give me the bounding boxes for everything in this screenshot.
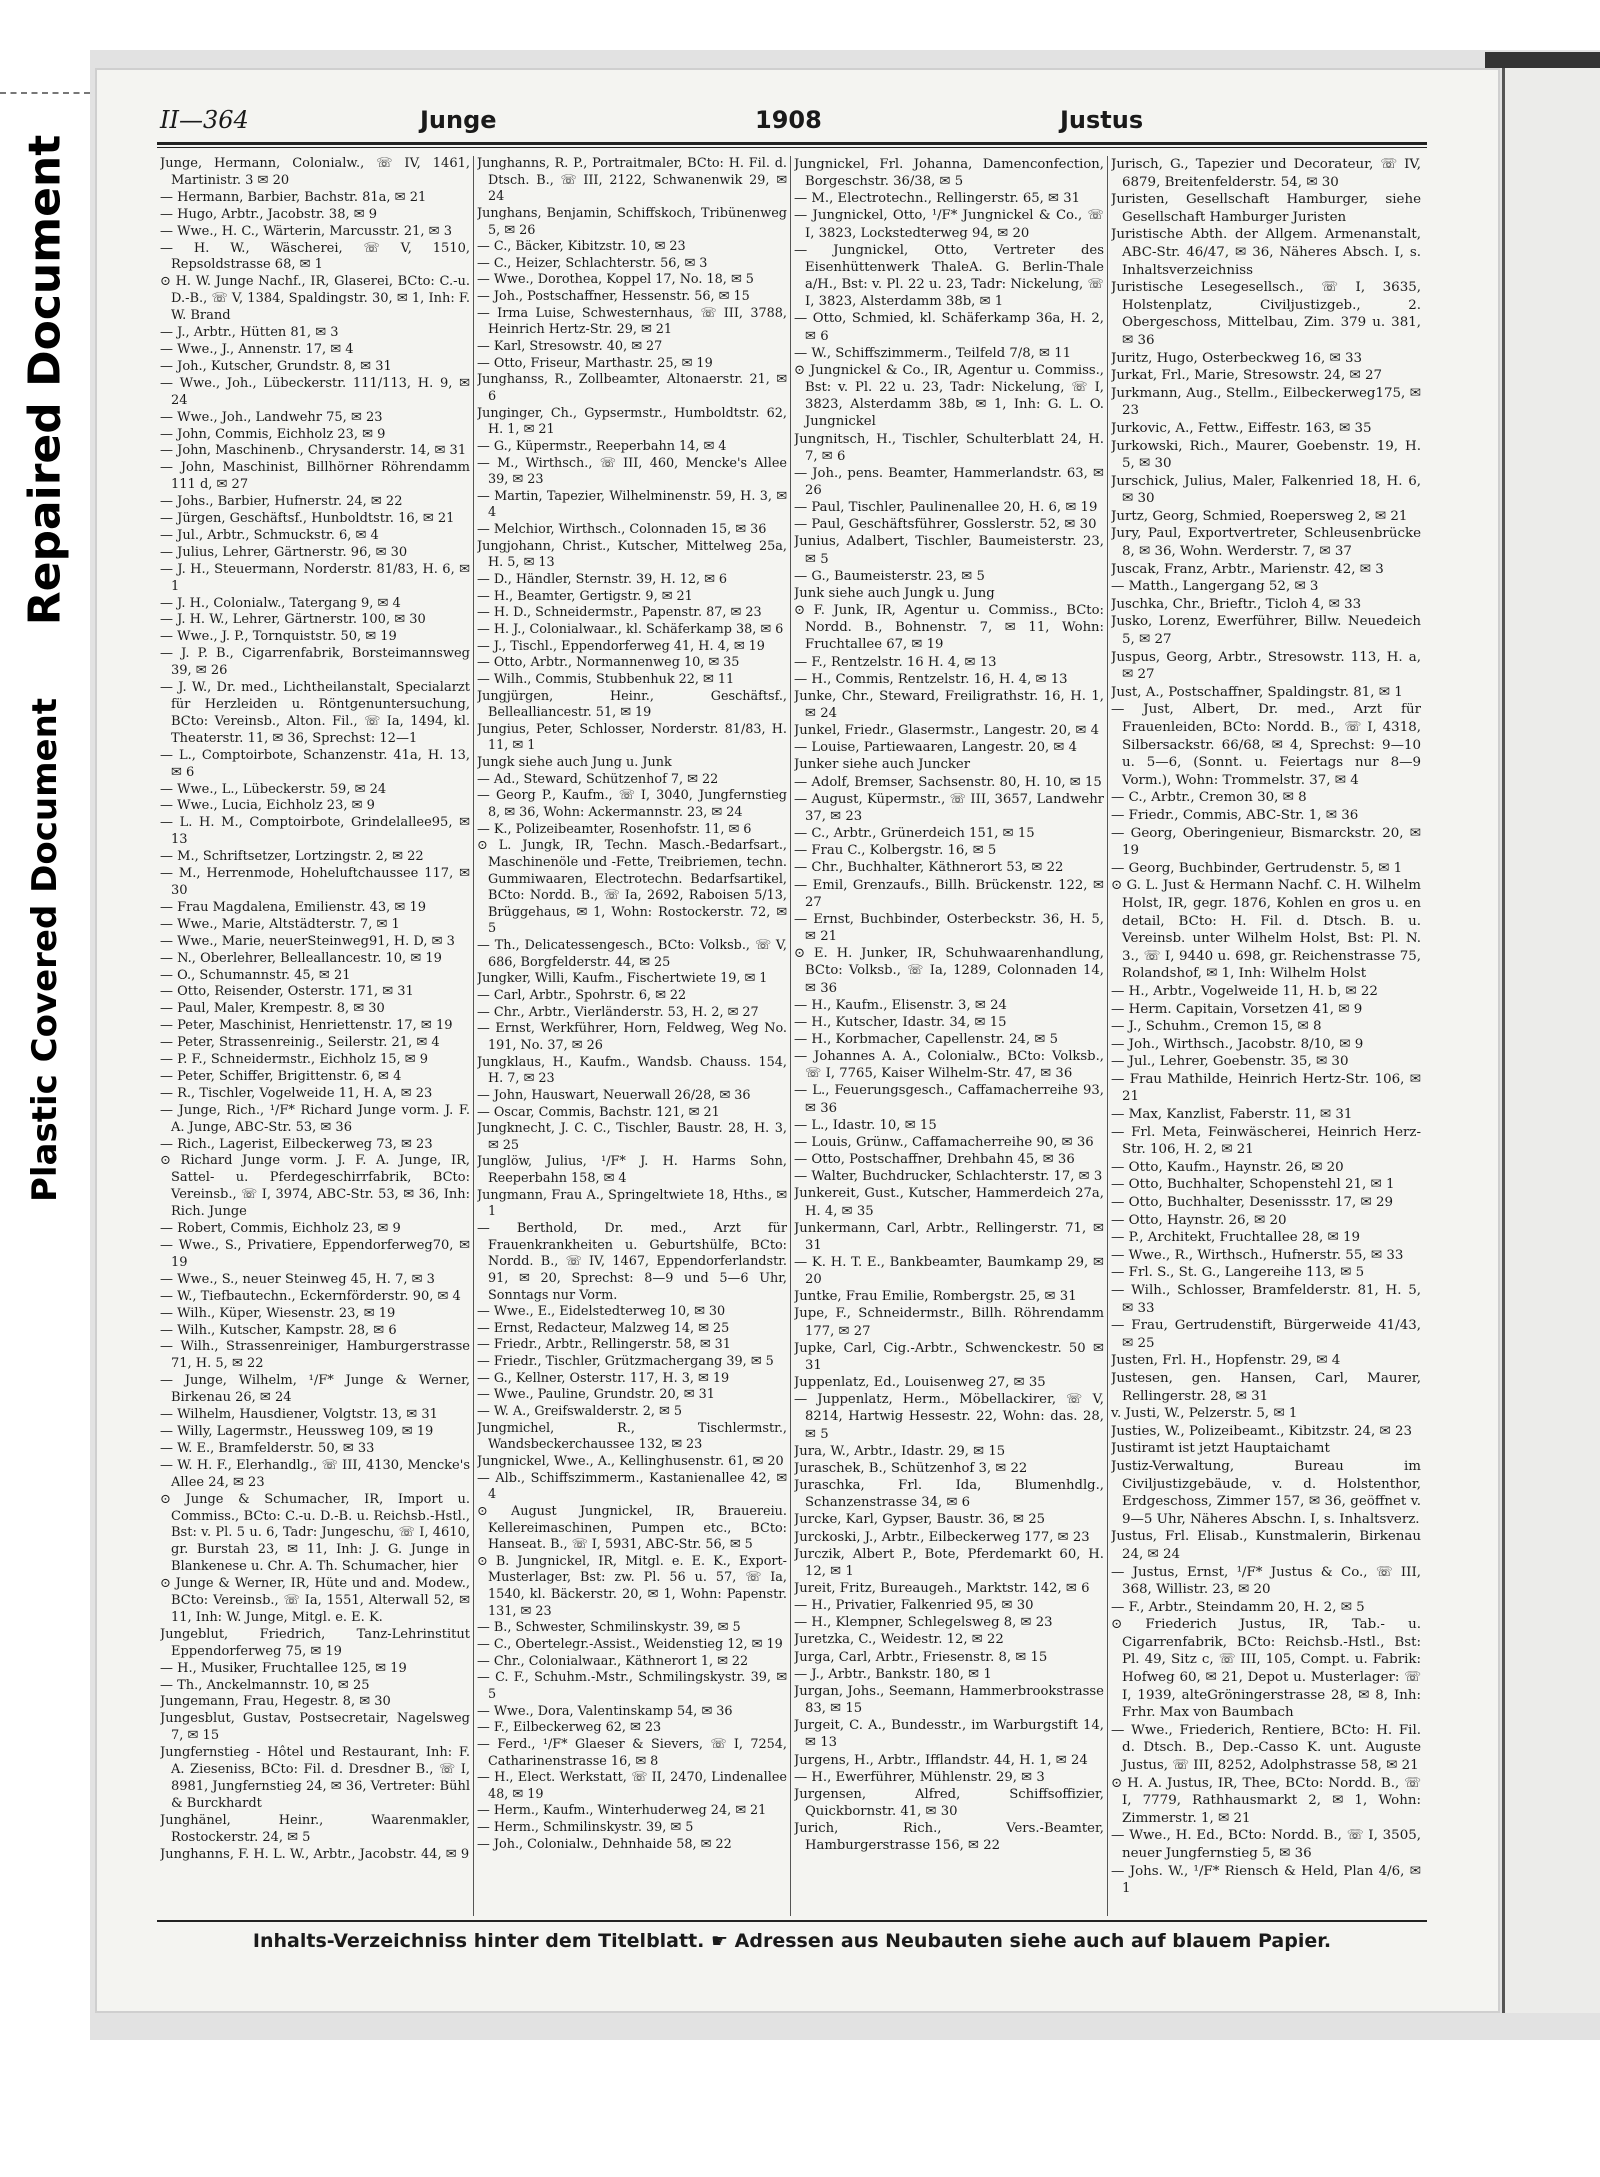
directory-column-2 [477, 156, 787, 1916]
directory-entry: — G., Baumeisterstr. 23, ✉ 5 [794, 568, 985, 584]
directory-entry: — Just, Albert, Dr. med., Arzt für Frauenleiden, BCto: Nordd. B., ☏ I, 4318, Silbersackstr. 66/68, ✉ 4, Sprechst: 9—10 u. 5—6, (Sonnt. u. Feiertags nur 8—9 Vorm.), Wohn: Trommelstr. 37, ✉ 4 [1111, 702, 1421, 788]
directory-entry: — Wilh., Schlosser, Bramfelderstr. 81, H. 5, ✉ 33 [1111, 1283, 1421, 1316]
directory-entry: — Louise, Partiewaaren, Langestr. 20, ✉ 4 [794, 740, 1077, 756]
directory-entry: — Wwe., Dorothea, Koppel 17, No. 18, ✉ 5 [477, 272, 754, 288]
directory-entry: — Paul, Geschäftsführer, Gosslerstr. 52, ✉ 30 [794, 517, 1097, 533]
directory-entry: Junghanns, F. H. L. W., Arbtr., Jacobstr. 44, ✉ 9 [160, 1846, 470, 1862]
directory-entry: — Karl, Stresowstr. 40, ✉ 27 [477, 339, 663, 355]
directory-entry: — C., Obertelegr.-Assist., Weidenstieg 12, ✉ 19 [477, 1637, 783, 1653]
directory-entry: Jungklaus, H., Kaufm., Wandsb. Chauss. 154, H. 7, ✉ 23 [477, 1054, 787, 1087]
directory-entry: Juristische Lesegesellsch., ☏ I, 3635, Holstenplatz, Civiljustizgeb., 2. Obergeschoss, Mittelbau, Zim. 379 u. 381, ✉ 36 [1111, 280, 1421, 348]
directory-entry: — Martin, Tapezier, Wilhelminenstr. 59, H. 3, ✉ 4 [477, 488, 787, 521]
directory-entry: Jurgan, Johs., Seemann, Hammerbrookstrasse 83, ✉ 15 [794, 1683, 1104, 1717]
directory-entry: Jungnickel, Wwe., A., Kellinghusenstr. 61, ✉ 20 [477, 1453, 784, 1469]
directory-entry: — H., Musiker, Fruchtallee 125, ✉ 19 [160, 1660, 407, 1676]
directory-entry: — C., Heizer, Schlachterstr. 56, ✉ 3 [477, 255, 708, 271]
directory-entry: Jupke, Carl, Cig.-Arbtr., Schwenckestr. 50 ✉ 31 [794, 1340, 1104, 1373]
directory-entry: — J. P. B., Cigarrenfabrik, Borsteimannsweg 39, ✉ 26 [160, 646, 470, 679]
directory-entry: — J. W., Dr. med., Lichtheilanstalt, Specialarzt für Herzleiden u. Röntgenuntersuchung, BCto: Vereinsb., Alton. Fil., ☏ Ia, 1494, kl. Theaterstr. 11, ✉ 36, Sprechst: 12—1 [160, 680, 470, 746]
directory-entry: — Frl. S., St. G., Langereihe 113, ✉ 5 [1111, 1265, 1365, 1281]
directory-entry: — O., Schumannstr. 45, ✉ 21 [160, 967, 351, 983]
directory-entry: Junglöw, Julius, ¹/F* J. H. Harms Sohn, Reeperbahn 158, ✉ 4 [477, 1154, 787, 1187]
directory-entry: — Louis, Grünw., Caffamacherreihe 90, ✉ 36 [794, 1134, 1094, 1150]
repaired-document-label: Repaired Document [19, 134, 71, 626]
directory-entry: — H. J., Colonialwaar., kl. Schäferkamp 38, ✉ 6 [477, 621, 784, 637]
directory-entry: — Herm., Schmilinskystr. 39, ✉ 5 [477, 1820, 694, 1836]
directory-entry: — J., Tischl., Eppendorferweg 41, H. 4, ✉ 19 [477, 638, 765, 654]
directory-entry: Justies, W., Polizeibeamt., Kibitzstr. 24, ✉ 23 [1111, 1423, 1413, 1439]
directory-entry: — Wwe., Joh., Landwehr 75, ✉ 23 [160, 409, 383, 425]
directory-entry: Jurgeit, C. A., Bundesstr., im Warburgstift 14, ✉ 13 [794, 1718, 1104, 1751]
directory-entry: Jurczik, Albert P., Bote, Pferdemarkt 60, H. 12, ✉ 1 [794, 1546, 1104, 1579]
directory-entry: — Wwe., Dora, Valentinskamp 54, ✉ 36 [477, 1703, 733, 1719]
directory-entry: — Irma Luise, Schwesternhaus, ☏ III, 3788, Heinrich Hertz-Str. 29, ✉ 21 [477, 305, 787, 338]
directory-entry: Jurkmann, Aug., Stellm., Eilbeckerweg175, ✉ 23 [1111, 385, 1421, 419]
directory-entry: — Jürgen, Geschäftsf., Hunboldtstr. 16, ✉ 21 [160, 511, 455, 527]
directory-entry: Junkel, Friedr., Glasermstr., Langestr. 20, ✉ 4 [794, 723, 1099, 739]
directory-entry: — Georg P., Kaufm., ☏ I, 3040, Jungfernstieg 8, ✉ 36, Wohn: Ackermannstr. 23, ✉ 24 [477, 788, 787, 820]
directory-entry: Junghans, Benjamin, Schiffskoch, Tribünenweg 5, ✉ 26 [477, 205, 787, 238]
directory-entry: — W. A., Greifswalderstr. 2, ✉ 5 [477, 1404, 682, 1420]
directory-entry: — John, Maschinenb., Chrysanderstr. 14, ✉ 31 [160, 443, 467, 459]
directory-entry: — John, Hauswart, Neuerwall 26/28, ✉ 36 [477, 1087, 751, 1103]
directory-entry: — C., Arbtr., Grünerdeich 151, ✉ 15 [794, 826, 1035, 842]
directory-entry: — F., Arbtr., Steindamm 20, H. 2, ✉ 5 [1111, 1599, 1365, 1615]
directory-entry: — Wwe., H. C., Wärterin, Marcusstr. 21, ✉ 3 [160, 223, 452, 239]
directory-entry: Jungknecht, J. C. C., Tischler, Baustr. 28, H. 3, ✉ 25 [477, 1121, 787, 1153]
directory-entry: — Wilh., Küper, Wiesenstr. 23, ✉ 19 [160, 1305, 396, 1321]
directory-entry: Jury, Paul, Exportvertreter, Schleusenbrücke 8, ✉ 36, Wohn. Werderstr. 7, ✉ 37 [1111, 526, 1421, 560]
directory-entry: — C. F., Schuhm.-Mstr., Schmilingskystr. 39, ✉ 5 [477, 1670, 787, 1702]
directory-entry: — Hugo, Arbtr., Jacobstr. 38, ✉ 9 [160, 206, 378, 222]
directory-entry: — M., Electrotechn., Rellingerstr. 65, ✉ 31 [794, 191, 1081, 207]
directory-entry: — Wwe., S., Privatiere, Eppendorferweg70, ✉ 19 [160, 1238, 470, 1270]
archive-label-strip [0, 0, 90, 2177]
column-divider [1107, 156, 1108, 1916]
directory-entry: — Joh., pens. Beamter, Hammerlandstr. 63, ✉ 26 [794, 465, 1104, 498]
directory-entry: — Wwe., R., Wirthsch., Hufnerstr. 55, ✉ 33 [1111, 1247, 1404, 1263]
cut-line [0, 92, 90, 94]
directory-entry: — Ernst, Redacteur, Malzweg 14, ✉ 25 [477, 1320, 730, 1336]
directory-entry: Justiramt ist jetzt Hauptaichamt [1111, 1441, 1330, 1457]
directory-entry: — H., Kutscher, Idastr. 34, ✉ 15 [794, 1014, 1007, 1030]
directory-entry: Justesen, gen. Hansen, Carl, Maurer, Rellingerstr. 28, ✉ 31 [1111, 1370, 1421, 1404]
directory-entry: — John, Commis, Eichholz 23, ✉ 9 [160, 426, 386, 442]
directory-entry: Jungius, Peter, Schlosser, Norderstr. 81/83, H. 11, ✉ 1 [477, 721, 787, 754]
directory-entry: ⊙ F. Junk, IR, Agentur u. Commiss., BCto: Nordd. B., Bohnenstr. 7, ✉ 11, Wohn: Fruchtallee 67, ✉ 19 [794, 603, 1104, 653]
directory-entry: — H., Klempner, Schlegelsweg 8, ✉ 23 [794, 1615, 1053, 1631]
directory-entry: — Otto, Reisender, Osterstr. 171, ✉ 31 [160, 984, 414, 1000]
directory-entry: — J. H., Colonialw., Tatergang 9, ✉ 4 [160, 595, 401, 611]
directory-entry: — L. H. M., Comptoirbote, Grindelallee95, ✉ 13 [160, 815, 470, 848]
directory-entry: — D., Händler, Sternstr. 39, H. 12, ✉ 6 [477, 572, 728, 588]
directory-entry: — B., Schwester, Schmilinskystr. 39, ✉ 5 [477, 1620, 741, 1636]
directory-entry: Jurgens, H., Arbtr., Ifflandstr. 44, H. 1, ✉ 24 [794, 1752, 1088, 1768]
directory-entry: — J., Arbtr., Bankstr. 180, ✉ 1 [794, 1666, 992, 1682]
directory-entry: — H., Korbmacher, Capellenstr. 24, ✉ 5 [794, 1031, 1058, 1047]
directory-entry: — Herm., Kaufm., Winterhuderweg 24, ✉ 21 [477, 1803, 767, 1819]
directory-entry: — Wwe., Joh., Lübeckerstr. 111/113, H. 9, ✉ 24 [160, 375, 470, 408]
directory-entry: ⊙ E. H. Junker, IR, Schuhwaarenhandlung, BCto: Volksb., ☏ Ia, 1289, Colonnaden 14, ✉ 36 [794, 946, 1104, 996]
directory-entry: Junk siehe auch Jungk u. Jung [794, 585, 995, 601]
directory-entry: — Joh., Kutscher, Grundstr. 8, ✉ 31 [160, 358, 392, 374]
directory-entry: — Ernst, Werkführer, Horn, Feldweg, Weg No. 191, No. 37, ✉ 26 [477, 1021, 787, 1053]
page-footer: Inhalts-Verzeichniss hinter dem Titelblatt. ☛ Adressen aus Neubauten siehe auch auf blauem Papier. [252, 1930, 1332, 1952]
directory-entry: ⊙ August Jungnickel, IR, Brauereiu. Kellereimaschinen, Pumpen etc., BCto: Hanseat. B., ☏ I, 5931, ABC-Str. 56, ✉ 5 [477, 1503, 787, 1553]
directory-entry: — Rich., Lagerist, Eilbeckerweg 73, ✉ 23 [160, 1136, 433, 1152]
directory-entry: Jungesblut, Gustav, Postsecretair, Nagelsweg 7, ✉ 15 [160, 1711, 470, 1744]
directory-entry: — Th., Delicatessengesch., BCto: Volksb., ☏ V, 686, Borgfelderstr. 44, ✉ 25 [477, 938, 787, 970]
directory-entry: — H., Privatier, Falkenried 95, ✉ 30 [794, 1598, 1034, 1614]
binding-bar [1485, 52, 1600, 68]
directory-entry: Just, A., Postschaffner, Spaldingstr. 81, ✉ 1 [1111, 684, 1403, 700]
directory-entry: Junker siehe auch Juncker [794, 757, 971, 773]
directory-entry: Jura, W., Arbtr., Idastr. 29, ✉ 15 [794, 1443, 1006, 1459]
directory-entry: — Friedr., Commis, ABC-Str. 1, ✉ 36 [1111, 807, 1359, 823]
directory-page [95, 68, 1500, 2013]
directory-entry: Jurschick, Julius, Maler, Falkenried 18, H. 6, ✉ 30 [1111, 473, 1421, 507]
directory-entry: — Paul, Tischler, Paulinenallee 20, H. 6, ✉ 19 [794, 500, 1098, 516]
directory-entry: — Wwe., Friederich, Rentiere, BCto: H. Fil. d. Dtsch. B., Dep.-Casso K. unt. Auguste Justus, ☏ III, 8252, Adolphstrasse 58, ✉ 21 [1111, 1722, 1421, 1774]
directory-entry: — Adolf, Bremser, Sachsenstr. 80, H. 10, ✉ 15 [794, 774, 1102, 790]
directory-entry: — W., Tiefbautechn., Eckernförderstr. 90, ✉ 4 [160, 1288, 461, 1304]
directory-entry: Jungjürgen, Heinr., Geschäftsf., Bellealliancestr. 51, ✉ 19 [477, 688, 787, 721]
directory-entry: — Hermann, Barbier, Bachstr. 81a, ✉ 21 [160, 189, 427, 205]
directory-entry: — Frau C., Kolbergstr. 16, ✉ 5 [794, 843, 997, 859]
directory-entry: — Ferd., ¹/F* Glaeser & Sievers, ☏ I, 7254, Catharinenstrasse 16, ✉ 8 [477, 1736, 787, 1769]
header-rule [157, 142, 1427, 145]
directory-entry: Jungker, Willi, Kaufm., Fischertwiete 19, ✉ 1 [477, 971, 768, 987]
directory-entry: — Jungnickel, Otto, ¹/F* Jungnickel & Co., ☏ I, 3823, Lockstedterweg 94, ✉ 20 [794, 208, 1104, 241]
directory-entry: — Wwe., H. Ed., BCto: Nordd. B., ☏ I, 3505, neuer Jungfernstieg 5, ✉ 36 [1111, 1828, 1421, 1861]
directory-entry: Juritz, Hugo, Osterbeckweg 16, ✉ 33 [1111, 350, 1363, 366]
directory-entry: Junghanns, R. P., Portraitmaler, BCto: H. Fil. d. Dtsch. B., ☏ III, 2122, Schwanenwik 29, ✉ 24 [477, 156, 787, 205]
directory-entry: — Berthold, Dr. med., Arzt für Frauenkrankheiten u. Geburtshülfe, BCto: Nordd. B., ☏ IV, 1467, Eppendorferlandstr. 91, ✉ 20, Sprechst: 8—9 und 5—6 Uhr, Sonntags nur Vorm. [477, 1221, 787, 1303]
directory-entry: Jurich, Rich., Vers.-Beamter, Hamburgerstrasse 156, ✉ 22 [794, 1821, 1104, 1854]
header-year: 1908 [755, 106, 822, 134]
directory-entry: — Johs. W., ¹/F* Riensch & Held, Plan 4/6, ✉ 1 [1111, 1863, 1421, 1897]
directory-entry: ⊙ H. A. Justus, IR, Thee, BCto: Nordd. B., ☏ I, 7779, Rathhausmarkt 2, ✉ 1, Wohn: Zimmerstr. 1, ✉ 21 [1111, 1775, 1421, 1826]
directory-entry: — Peter, Strassenreinig., Seilerstr. 21, ✉ 4 [160, 1035, 440, 1051]
directory-entry: Juppenlatz, Ed., Louisenweg 27, ✉ 35 [794, 1375, 1046, 1391]
directory-entry: — August, Küpermstr., ☏ III, 3657, Landwehr 37, ✉ 23 [794, 791, 1104, 824]
directory-entry: — H., Arbtr., Vogelweide 11, H. b, ✉ 22 [1111, 983, 1378, 999]
directory-entry: — N., Oberlehrer, Belleallancestr. 10, ✉ 19 [160, 950, 442, 966]
directory-entry: Jungfernstieg - Hôtel und Restaurant, Inh: F. A. Zieseniss, BCto: Fil. d. Dresdner B., ☏ I, 8981, Jungfernstieg 24, ✉ 36, Vertreter: Bühl & Burckhardt [160, 1745, 470, 1811]
directory-entry: Jungjohann, Christ., Kutscher, Mittelweg 25a, H. 5, ✉ 13 [477, 538, 787, 571]
directory-entry: Jurgensen, Alfred, Schiffsoffizier, Quickbornstr. 41, ✉ 30 [794, 1786, 1104, 1819]
directory-entry: Juraschka, Frl. Ida, Blumenhdlg., Schanzenstrasse 34, ✉ 6 [794, 1478, 1104, 1511]
directory-entry: — L., Comptoirbote, Schanzenstr. 41a, H. 13, ✉ 6 [160, 747, 470, 780]
directory-entry: — K. H. T. E., Bankbeamter, Baumkamp 29, ✉ 20 [794, 1255, 1104, 1288]
directory-entry: — L., Idastr. 10, ✉ 15 [794, 1117, 937, 1133]
directory-entry: — G., Kellner, Osterstr. 117, H. 3, ✉ 19 [477, 1370, 730, 1386]
directory-entry: — Emil, Grenzaufs., Billh. Brückenstr. 122, ✉ 27 [794, 877, 1104, 910]
header-last-entry: Justus [1060, 106, 1144, 134]
directory-entry: — Otto, Schmied, kl. Schäferkamp 36a, H. 2, ✉ 6 [794, 311, 1104, 344]
directory-entry: — Georg, Oberingenieur, Bismarckstr. 20, ✉ 19 [1111, 825, 1421, 859]
directory-entry: Jusko, Lorenz, Ewerführer, Billw. Neuedeich 5, ✉ 27 [1111, 614, 1421, 648]
directory-entry: — J. H., Steuermann, Norderstr. 81/83, H. 6, ✉ 1 [160, 561, 470, 594]
directory-entry: — Joh., Postschaffner, Hessenstr. 56, ✉ 15 [477, 289, 750, 305]
directory-entry: Juscak, Franz, Arbtr., Marienstr. 42, ✉ 3 [1111, 561, 1384, 577]
directory-entry: — Walter, Buchdrucker, Schlachterstr. 17, ✉ 3 [794, 1169, 1103, 1185]
directory-entry: — Frl. Meta, Feinwäscherei, Heinrich Herz-Str. 106, H. 2, ✉ 21 [1111, 1124, 1421, 1158]
directory-entry: — Otto, Haynstr. 26, ✉ 20 [1111, 1212, 1287, 1228]
directory-entry: — C., Arbtr., Cremon 30, ✉ 8 [1111, 790, 1307, 806]
directory-entry: Junghanss, R., Zollbeamter, Altonaerstr. 21, ✉ 6 [477, 372, 787, 404]
directory-entry: — Justus, Ernst, ¹/F* Justus & Co., ☏ III, 368, Willistr. 23, ✉ 20 [1111, 1564, 1421, 1598]
directory-column-1 [160, 156, 470, 1916]
directory-entry: ⊙ G. L. Just & Hermann Nachf. C. H. Wilhelm Holst, IR, gegr. 1876, Kohlen en gros u. en detail, BCto: H. Fil. d. Dtsch. B. u. Vereinsb. unter Wilhelm Holst, Bst: Pl. N. 3., ☏ I, 9440 u. 698, gr. Reichenstrasse 75, Rolandshof, ✉ 1, Inh: Wilhelm Holst [1111, 878, 1421, 982]
directory-entry: — Joh., Wirthsch., Jacobstr. 8/10, ✉ 9 [1111, 1036, 1364, 1052]
directory-entry: — K., Polizeibeamter, Rosenhofstr. 11, ✉ 6 [477, 821, 752, 837]
directory-entry: Juretzka, C., Weidestr. 12, ✉ 22 [794, 1632, 1004, 1648]
directory-entry: Jurtz, Georg, Schmied, Roepersweg 2, ✉ 21 [1111, 508, 1408, 524]
directory-entry: — Friedr., Arbtr., Rellingerstr. 58, ✉ 31 [477, 1337, 731, 1353]
directory-entry: — Otto, Friseur, Marthastr. 25, ✉ 19 [477, 355, 713, 371]
directory-entry: Justiz-Verwaltung, Bureau im Civiljustizgebäude, v. d. Holstenthor, Erdgeschoss, Zimmer 157, ✉ 36, geöffnet v. 9—5 Uhr, Näheres Abschn. I, s. Inhaltsverz. [1111, 1458, 1421, 1527]
directory-entry: Juntke, Frau Emilie, Rombergstr. 25, ✉ 31 [794, 1289, 1077, 1305]
directory-entry: Junius, Adalbert, Tischler, Baumeisterstr. 23, ✉ 5 [794, 534, 1104, 567]
directory-entry: — John, Maschinist, Billhörner Röhrendamm 111 d, ✉ 27 [160, 460, 470, 493]
directory-entry: — P., Architekt, Fruchtallee 28, ✉ 19 [1111, 1230, 1361, 1246]
directory-entry: — Johs., Barbier, Hufnerstr. 24, ✉ 22 [160, 494, 403, 510]
directory-entry: — Wwe., J. P., Tornquiststr. 50, ✉ 19 [160, 629, 397, 645]
directory-entry: — Herm. Capitain, Vorsetzen 41, ✉ 9 [1111, 1001, 1363, 1017]
directory-entry: — Junge, Rich., ¹/F* Richard Junge vorm. J. F. A. Junge, ABC-Str. 53, ✉ 36 [160, 1102, 470, 1135]
directory-entry: Juristische Abth. der Allgem. Armenanstalt, ABC-Str. 46/47, ✉ 36, Näheres Absch. I, s. Inhaltsverzeichniss [1111, 227, 1421, 278]
directory-entry: — Wilh., Commis, Stubbenhuk 22, ✉ 11 [477, 671, 735, 687]
directory-entry: — R., Tischler, Vogelweide 11, H. A, ✉ 23 [160, 1085, 433, 1101]
directory-entry: — Wilhelm, Hausdiener, Volgtstr. 13, ✉ 31 [160, 1407, 438, 1423]
directory-entry: — Otto, Kaufm., Haynstr. 26, ✉ 20 [1111, 1159, 1344, 1175]
footer-rule [157, 1920, 1427, 1922]
directory-entry: Jurckoski, J., Arbtr., Eilbeckerweg 177, ✉ 23 [794, 1529, 1090, 1545]
directory-entry: — Jungnickel, Otto, Vertreter des Eisenhüttenwerk ThaleA. G. Berlin-Thale a/H., Bst: v. Pl. 22 u. 23, Tadr: Nickelung, ☏ I, 3823, Alsterdamm 38b, ✉ 1 [794, 242, 1104, 310]
directory-entry: — W. H. F., Elerhandlg., ☏ III, 4130, Mencke's Allee 24, ✉ 23 [160, 1457, 470, 1490]
directory-entry: — Georg, Buchbinder, Gertrudenstr. 5, ✉ 1 [1111, 860, 1403, 876]
directory-entry: Jungmann, Frau A., Springeltwiete 18, Hths., ✉ 1 [477, 1187, 787, 1220]
directory-entry: Jungnitsch, H., Tischler, Schulterblatt 24, H. 7, ✉ 6 [794, 431, 1104, 464]
directory-entry: Juraschek, B., Schützenhof 3, ✉ 22 [794, 1460, 1028, 1476]
directory-entry: — Chr., Buchhalter, Käthnerort 53, ✉ 22 [794, 860, 1064, 876]
directory-entry: Jungk siehe auch Jung u. Junk [477, 755, 672, 771]
directory-entry: Jungnickel, Frl. Johanna, Damenconfection, Borgeschstr. 36/38, ✉ 5 [794, 157, 1104, 190]
directory-entry: — M., Herrenmode, Hoheluftchaussee 117, ✉ 30 [160, 866, 470, 898]
directory-entry: Junghänel, Heinr., Waarenmakler, Rostockerstr. 24, ✉ 5 [160, 1812, 470, 1845]
directory-entry: Jungemann, Frau, Hegestr. 8, ✉ 30 [160, 1694, 391, 1710]
directory-entry: — L., Feuerungsgesch., Caffamacherreihe 93, ✉ 36 [794, 1083, 1104, 1116]
directory-entry: — Peter, Schiffer, Brigittenstr. 6, ✉ 4 [160, 1068, 402, 1084]
directory-entry: — J., Arbtr., Hütten 81, ✉ 3 [160, 325, 339, 341]
directory-entry: — H., Kaufm., Elisenstr. 3, ✉ 24 [794, 997, 1007, 1013]
directory-entry: — Carl, Arbtr., Spohrstr. 6, ✉ 22 [477, 988, 687, 1004]
directory-entry: — Joh., Colonialw., Dehnhaide 58, ✉ 22 [477, 1836, 732, 1852]
directory-entry: Jungmichel, R., Tischlermstr., Wandsbeckerchaussee 132, ✉ 23 [477, 1420, 787, 1453]
directory-entry: — Robert, Commis, Eichholz 23, ✉ 9 [160, 1221, 401, 1237]
directory-entry: — Otto, Buchhalter, Desenissstr. 17, ✉ 29 [1111, 1195, 1394, 1211]
directory-entry: — F., Rentzelstr. 16 H. 4, ✉ 13 [794, 654, 997, 670]
directory-entry: Juristen, Gesellschaft Hamburger, siehe Gesellschaft Hamburger Juristen [1111, 192, 1421, 225]
directory-entry: Junginger, Ch., Gypsermstr., Humboldtstr. 62, H. 1, ✉ 21 [477, 405, 787, 438]
directory-entry: ⊙ Friederich Justus, IR, Tab.- u. Cigarrenfabrik, BCto: Reichsb.-Hstl., Bst: Pl. 49, Sitz c, ☏ III, 105, Compt. u. Fabrik: Hofweg 60, ✉ 21, Depot u. Musterlager: ☏ I, 1939, alteGröningerstrasse 28, ✉ 8, Inh: Frhr. Max von Baumbach [1111, 1617, 1421, 1721]
directory-column-4 [1111, 156, 1421, 1916]
directory-entry: ⊙ Junge & Schumacher, IR, Import u. Commiss., BCto: C.-u. D.-B. u. Reichsb.-Hstl., Bst: v. Pl. 5 u. 6, Tadr: Jungeschu, ☏ I, 4610, gr. Burstah 23, ✉ 11, Inh: J. G. Junge in Blankenese u. Chr. A. Th. Schumacher, hier [160, 1491, 470, 1575]
directory-entry: — Willy, Lagermstr., Heussweg 109, ✉ 19 [160, 1423, 434, 1439]
directory-entry: Jureit, Fritz, Bureaugeh., Marktstr. 142, ✉ 6 [794, 1580, 1090, 1596]
directory-column-3 [794, 156, 1104, 1916]
directory-entry: — Melchior, Wirthsch., Colonnaden 15, ✉ 36 [477, 522, 767, 538]
directory-entry: — Max, Kanzlist, Faberstr. 11, ✉ 31 [1111, 1107, 1353, 1123]
directory-entry: — M., Schriftsetzer, Lortzingstr. 2, ✉ 22 [160, 849, 424, 865]
directory-entry: — Chr., Arbtr., Vierländerstr. 53, H. 2, ✉ 27 [477, 1004, 759, 1020]
directory-entry: — Juppenlatz, Herm., Möbellackirer, ☏ V, 8214, Hartwig Hessestr. 22, Wohn: das. 28, ✉ 5 [794, 1392, 1104, 1442]
page-header [160, 106, 1420, 140]
directory-entry: Junge, Hermann, Colonialw., ☏ IV, 1461, Martinistr. 3 ✉ 20 [160, 156, 470, 188]
directory-entry: — J., Schuhm., Cremon 15, ✉ 8 [1111, 1019, 1322, 1035]
header-rule-thin [157, 147, 1427, 148]
directory-entry: — H., Ewerführer, Mühlenstr. 29, ✉ 3 [794, 1769, 1045, 1785]
directory-entry: — J. H. W., Lehrer, Gärtnerstr. 100, ✉ 30 [160, 612, 426, 628]
directory-entry: Jurga, Carl, Arbtr., Friesenstr. 8, ✉ 15 [794, 1649, 1048, 1665]
directory-entry: — Wwe., Marie, Altstädterstr. 7, ✉ 1 [160, 916, 400, 932]
directory-entry: — Otto, Postschaffner, Drehbahn 45, ✉ 36 [794, 1152, 1075, 1168]
directory-entry: — P. F., Schneidermstr., Eichholz 15, ✉ 9 [160, 1052, 429, 1068]
directory-entry: — Otto, Arbtr., Normannenweg 10, ✉ 35 [477, 655, 740, 671]
directory-entry: — H., Elect. Werkstatt, ☏ II, 2470, Lindenallee 48, ✉ 19 [477, 1770, 787, 1802]
directory-entry: — Paul, Maler, Krempestr. 8, ✉ 30 [160, 1001, 385, 1017]
directory-entry: ⊙ H. W. Junge Nachf., IR, Glaserei, BCto: C.-u. D.-B., ☏ V, 1384, Spaldingstr. 30, ✉ 1, Inh: F. W. Brand [160, 274, 470, 324]
directory-entry: ⊙ Jungnickel & Co., IR, Agentur u. Commiss., Bst: v. Pl. 22 u. 23, Tadr: Nickelung, ☏ I, 3823, Alsterdamm 38b, ✉ 1, Inh: G. L. O. Jungnickel [794, 362, 1104, 430]
directory-entry: Juspus, Georg, Arbtr., Stresowstr. 113, H. a, ✉ 27 [1111, 649, 1421, 683]
directory-entry: — Wwe., E., Eidelstedterweg 10, ✉ 30 [477, 1304, 726, 1320]
page-number: II—364 [160, 106, 249, 134]
directory-entry: — G., Küpermstr., Reeperbahn 14, ✉ 4 [477, 438, 727, 454]
directory-entry: — Johannes A. A., Colonialw., BCto: Volksb., ☏ I, 7765, Kaiser Wilhelm-Str. 47, ✉ 36 [794, 1049, 1104, 1082]
directory-entry: — M., Wirthsch., ☏ III, 460, Mencke's Allee 39, ✉ 23 [477, 455, 787, 488]
directory-entry: Junkermann, Carl, Arbtr., Rellingerstr. 71, ✉ 31 [794, 1220, 1104, 1253]
directory-entry: Junke, Chr., Steward, Freiligrathstr. 16, H. 1, ✉ 24 [794, 688, 1104, 721]
column-divider [473, 156, 474, 1916]
directory-entry: — Otto, Buchhalter, Schopenstehl 21, ✉ 1 [1111, 1177, 1395, 1193]
directory-entry: — Alb., Schiffszimmerm., Kastanienallee 42, ✉ 4 [477, 1470, 787, 1503]
directory-entry: — H., Beamter, Gertigstr. 9, ✉ 21 [477, 588, 693, 604]
directory-entry: ⊙ Junge & Werner, IR, Hüte und and. Modew., BCto: Vereinsb., ☏ Ia, 1551, Alterwall 52, ✉ 11, Inh: W. Junge, Mitgl. e. E. K. [160, 1576, 470, 1625]
directory-entry: — Wwe., S., neuer Steinweg 45, H. 7, ✉ 3 [160, 1271, 435, 1287]
directory-entry: Junkereit, Gust., Kutscher, Hammerdeich 27a, H. 4, ✉ 35 [794, 1186, 1104, 1219]
directory-entry: — Friedr., Tischler, Grützmachergang 39, ✉ 5 [477, 1354, 774, 1370]
directory-entry: — Wilh., Strassenreiniger, Hamburgerstrasse 71, H. 5, ✉ 22 [160, 1339, 470, 1372]
directory-entry: ⊙ L. Jungk, IR, Techn. Masch.-Bedarfsart., Maschinenöle und -Fette, Treibriemen, techn. Gummiwaaren, Electrotechn. Bedarfsartikel, BCto: Nordd. B., ☏ Ia, 2692, Raboisen 5/13, Brüggehaus, ✉ 1, Wohn: Rostockerstr. 72, ✉ 5 [477, 838, 787, 937]
directory-entry: Jurkovic, A., Fettw., Eiffestr. 163, ✉ 35 [1111, 420, 1372, 436]
directory-entry: — Wwe., Marie, neuerSteinweg91, H. D, ✉ 3 [160, 933, 455, 949]
directory-entry: — Oscar, Commis, Bachstr. 121, ✉ 21 [477, 1104, 720, 1120]
directory-entry: — Wwe., Lucia, Eichholz 23, ✉ 9 [160, 798, 375, 814]
directory-entry: — Wwe., L., Lübeckerstr. 59, ✉ 24 [160, 781, 387, 797]
directory-entry: ⊙ Richard Junge vorm. J. F. A. Junge, IR, Sattel- u. Pferdegeschirrfabrik, BCto: Vereinsb., ☏ I, 3974, ABC-Str. 53, ✉ 36, Inh: Rich. Junge [160, 1153, 470, 1220]
directory-entry: — W., Schiffszimmerm., Teilfeld 7/8, ✉ 11 [794, 345, 1072, 361]
header-first-entry: Junge [420, 106, 497, 134]
directory-entry: Justen, Frl. H., Hopfenstr. 29, ✉ 4 [1111, 1353, 1341, 1369]
directory-entry: — Wwe., Pauline, Grundstr. 20, ✉ 31 [477, 1387, 715, 1403]
directory-entry: — Th., Anckelmannstr. 10, ✉ 25 [160, 1677, 370, 1693]
directory-entry: Jurkowski, Rich., Maurer, Goebenstr. 19, H. 5, ✉ 30 [1111, 438, 1421, 472]
directory-entry: — Wwe., J., Annenstr. 17, ✉ 4 [160, 341, 354, 357]
directory-entry: — H. W., Wäscherei, ☏ V, 1510, Repsoldstrasse 68, ✉ 1 [160, 240, 470, 273]
directory-entry: — Frau Magdalena, Emilienstr. 43, ✉ 19 [160, 899, 426, 915]
directory-entry: — Frau, Gertrudenstift, Bürgerweide 41/43, ✉ 25 [1111, 1318, 1421, 1351]
directory-entry: — Ad., Steward, Schützenhof 7, ✉ 22 [477, 771, 719, 787]
directory-entry: — Wilh., Kutscher, Kampstr. 28, ✉ 6 [160, 1322, 397, 1338]
directory-entry: — Frau Mathilde, Heinrich Hertz-Str. 106, ✉ 21 [1111, 1071, 1421, 1105]
directory-entry: — Matth., Langergang 52, ✉ 3 [1111, 579, 1319, 595]
directory-entry: Justus, Frl. Elisab., Kunstmalerin, Birkenau 24, ✉ 24 [1111, 1529, 1421, 1562]
directory-entry: — C., Bäcker, Kibitzstr. 10, ✉ 23 [477, 239, 686, 255]
directory-entry: — H. D., Schneidermstr., Papenstr. 87, ✉ 23 [477, 605, 762, 621]
directory-entry: Jungeblut, Friedrich, Tanz-Lehrinstitut Eppendorferweg 75, ✉ 19 [160, 1626, 470, 1659]
next-page-edge [1502, 68, 1600, 2013]
directory-entry: — W. E., Bramfelderstr. 50, ✉ 33 [160, 1440, 375, 1456]
directory-entry: — Jul., Lehrer, Goebenstr. 35, ✉ 30 [1111, 1054, 1349, 1070]
directory-entry: — Junge, Wilhelm, ¹/F* Junge & Werner, Birkenau 26, ✉ 24 [160, 1373, 470, 1406]
directory-entry: v. Justi, W., Pelzerstr. 5, ✉ 1 [1111, 1406, 1298, 1422]
directory-entry: Jupe, F., Schneidermstr., Billh. Röhrendamm 177, ✉ 27 [794, 1306, 1104, 1339]
directory-entry: — Chr., Colonialwaar., Käthnerort 1, ✉ 22 [477, 1653, 749, 1669]
directory-entry: ⊙ B. Jungnickel, IR, Mitgl. e. E. K., Export-Musterlager, Bst: zw. Pl. 56 u. 57, ☏ Ia, 1540, kl. Bäckerstr. 20, ✉ 1, Wohn: Papenstr. 131, ✉ 23 [477, 1553, 787, 1619]
column-divider [790, 156, 791, 1916]
directory-entry: Jurisch, G., Tapezier und Decorateur, ☏ IV, 6879, Breitenfelderstr. 54, ✉ 30 [1111, 157, 1421, 190]
plastic-covered-label: Plastic Covered Document [25, 697, 65, 1203]
directory-entry: Jurkat, Frl., Marie, Stresowstr. 24, ✉ 27 [1111, 368, 1382, 384]
directory-entry: — Ernst, Buchbinder, Osterbeckstr. 36, H. 5, ✉ 21 [794, 911, 1104, 945]
directory-entry: Jurcke, Karl, Gypser, Baustr. 36, ✉ 25 [794, 1512, 1046, 1528]
directory-entry: — H., Commis, Rentzelstr. 16, H. 4, ✉ 13 [794, 671, 1068, 687]
directory-entry: — Julius, Lehrer, Gärtnerstr. 96, ✉ 30 [160, 544, 408, 560]
directory-entry: Juschka, Chr., Brieftr., Ticloh 4, ✉ 33 [1111, 596, 1362, 612]
directory-entry: — F., Eilbeckerweg 62, ✉ 23 [477, 1720, 662, 1736]
directory-entry: — Peter, Maschinist, Henriettenstr. 17, ✉ 19 [160, 1018, 453, 1034]
directory-entry: — Jul., Arbtr., Schmuckstr. 6, ✉ 4 [160, 527, 379, 543]
